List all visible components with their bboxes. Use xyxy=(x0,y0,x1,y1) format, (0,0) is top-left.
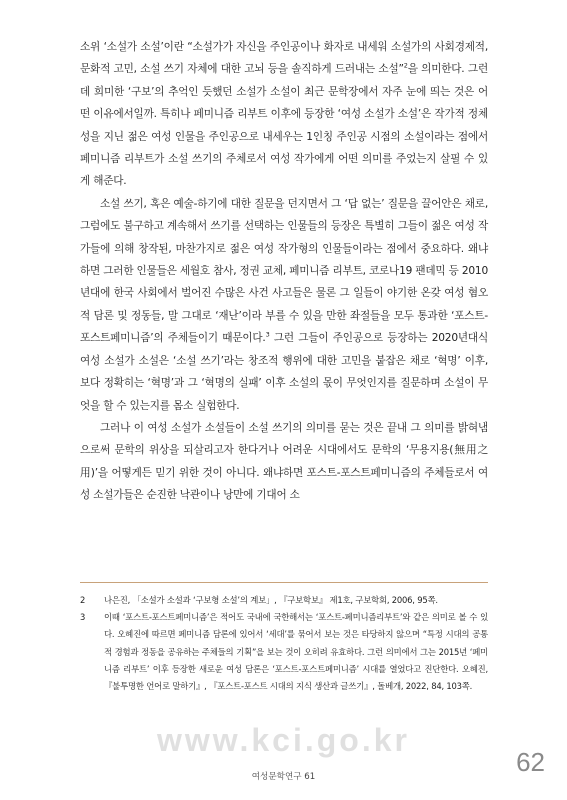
watermark: www.kci.go.kr xyxy=(157,722,410,758)
footnote-text: 이때 ‘포스트-포스트페미니즘’은 적어도 국내에 국한해서는 ‘포스트-페미니즘리부트’와 같은 의미로 볼 수 있다. 오혜진에 따르면 페미니즘 담론에 있어서 ‘세대’를 묶어서 보는 것은 타당하지 않으며 “특정 시대의 공통적 경험과 정동을 공유하는 주체들의 기획”을 보는 것이 오히려 유효하다. 그런 의미에서 그는 2015년 ‘페미니즘 리부트’ 이후 등장한 새로운 여성 담론은 ‘포스트-포스트페미니즘’ 시대를 열었다고 진단한다. 오혜진, 『불투명한 언어로 말하기』, 『포스트-포스트 시대의 지식 생산과 글쓰기』, 돌베개, 2022, 84, 103쪽. xyxy=(104,612,488,692)
footnote-number: 2 xyxy=(80,595,86,605)
footnote-divider xyxy=(80,582,488,583)
paragraph-2-text-a: 소설 쓰기, 혹은 예술-하기에 대한 질문을 던지면서 그 ‘답 없는’ 질문을 끌어안은 채로, 그럼에도 불구하고 계속해서 쓰기를 선택하는 인물들의 등장은 특별히 그들이 젊은 여성 작가들에 의해 창작된, 마찬가지로 젊은 여성 작가형의 인물들이라는 점에서 중요하다. 왜냐하면 그러한 인물들은 세월호 참사, 정권 교체, 페미니즘 리부트, 코로나19 팬데믹 등 2010년대에 한국 사회에서 벌어진 수많은 사건 사고들은 물론 그 일들이 야기한 온갖 여성 혐오적 담론 및 정동들, 말 그대로 ‘재난’이라 부를 수 있을 만한 좌절들을 모두 통과한 ‘포스트-포스트페미니즘’의 주체들이기 때문이다. xyxy=(80,197,488,345)
footnote-2 xyxy=(80,592,488,609)
paragraph-1-text-b: 을 의미한다. 그런데 희미한 ‘구보’의 추억인 듯했던 소설가 소설이 최근 문학장에서 자주 눈에 띄는 것은 어떤 이유에서일까. 특히나 페미니즘 리부트 이후에 등장한 ‘여성 소설가 소설’은 작가적 정체성을 지닌 젊은 여성 인물을 주인공으로 내세우는 1인칭 주인공 시점의 소설이라는 점에서 페미니즘 리부트가 소설 쓰기의 주체로서 여성 작가에게 어떤 의미를 주었는지 살필 수 있게 해준다. xyxy=(80,63,488,188)
main-body-text xyxy=(80,36,488,507)
footnote-number: 3 xyxy=(80,612,86,623)
footnote-text: 나은진, 「소설가 소설과 ‘구보형 소설’의 계보」, 『구보학보』 제1호, 구보학회, 2006, 95쪽. xyxy=(104,595,438,605)
footnote-ref-3[interactable]: 3 xyxy=(265,330,270,339)
footnotes-section xyxy=(80,592,488,695)
journal-footer: 여성문학연구 61 xyxy=(251,772,316,782)
paragraph-2 xyxy=(80,193,488,417)
paragraph-2-text-b: 그런 그들이 주인공으로 등장하는 2020년대식 여성 소설가 소설은 ‘소설 쓰기’라는 창조적 행위에 대한 고민을 붙잡은 채로 ‘혁명’ 이후, 보다 정확히는 ‘혁명’과 그 ‘혁명의 실패’ 이후 소설의 몫이 무엇인지를 질문하며 소설이 무엇을 할 수 있는지를 몸소 실험한다. xyxy=(80,332,488,412)
paragraph-1 xyxy=(80,36,488,193)
paragraph-1-text-a: 소위 ‘소설가 소설’이란 “소설가가 자신을 주인공이나 화자로 내세워 소설가의 사회경제적, 문화적 고민, 소설 쓰기 자체에 대한 고뇌 등을 솔직하게 드러내는 소설” xyxy=(80,41,488,76)
page-number: 62 xyxy=(516,747,545,777)
footnote-3 xyxy=(80,609,488,695)
paragraph-3: 그러나 이 여성 소설가 소설들이 소설 쓰기의 의미를 묻는 것은 끝내 그 의미를 밝혀냄으로써 문학의 위상을 되살리고자 한다거나 어려운 시대에서도 문학의 ‘무용지용(無用之用)’을 어떻게든 믿기 위한 것이 아니다. 왜냐하면 포스트-포스트페미니즘의 주체들로서 여성 소설가들은 순진한 낙관이나 낭만에 기대어 소 xyxy=(80,421,488,502)
footnote-ref-2[interactable]: 2 xyxy=(403,61,408,70)
